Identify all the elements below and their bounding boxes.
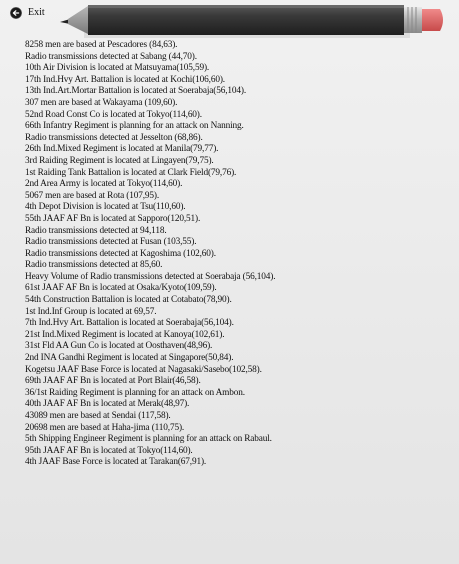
report-line: 55th JAAF AF Bn is located at Sapporo(120,51). [25, 213, 201, 224]
report-line: Heavy Volume of Radio transmissions detected at Soerabaja (56,104). [25, 271, 276, 282]
report-line: 8258 men are based at Pescadores (84,63). [25, 40, 178, 50]
report-line: 54th Construction Battalion is located at Cotabato(78,90). [25, 295, 232, 306]
report-line: Radio transmissions detected at 85,60. [25, 260, 163, 271]
report-line: 36/1st Raiding Regiment is planning for an attack on Ambon. [25, 387, 245, 398]
report-line: 1st Raiding Tank Battalion is located at Clark Field(79,76). [25, 167, 237, 178]
report-line: 13th Ind.Art.Mortar Battalion is located at Soerabaja(56,104). [25, 86, 246, 97]
exit-button[interactable] [10, 5, 45, 21]
report-line: 5th Shipping Engineer Regiment is planning for an attack on Rabaul. [25, 434, 272, 445]
report-line: 2nd Area Army is located at Tokyo(114,60). [25, 179, 183, 190]
report-line: 43089 men are based at Sendai (117,58). [25, 411, 171, 421]
back-arrow-icon [10, 7, 22, 19]
report-line: 4th Depot Division is located at Tsu(110,60). [25, 202, 186, 213]
report-line: 5067 men are based at Rota (107,95). [25, 190, 160, 201]
report-line: 31st Fld AA Gun Co is located at Oosthaven(48,96). [25, 341, 213, 352]
report-line: 21st Ind.Mixed Regiment is located at Kanoya(102,61). [25, 329, 225, 340]
report-line: 95th JAAF AF Bn is located at Tokyo(114,60). [25, 445, 193, 456]
report-line: Radio transmissions detected at Kagoshima (102,60). [25, 248, 216, 259]
report-line: Radio transmissions detected at Fusan (103,55). [25, 237, 197, 248]
report-line: Radio transmissions detected at 94,118. [25, 225, 167, 236]
report-line: 10th Air Division is located at Matsuyama(105,59). [25, 63, 210, 74]
report-line: Kogetsu JAAF Base Force is located at Nagasaki/Sasebo(102,58). [25, 364, 262, 375]
exit-label: Exit [28, 7, 45, 18]
pencil-icon [60, 0, 450, 42]
report-line: 4th JAAF Base Force is located at Tarakan(67,91). [25, 457, 207, 468]
report-line: 307 men are based at Wakayama (109,60). [25, 97, 178, 108]
report-line: 1st Ind.Inf Group is located at 69,57. [25, 306, 157, 317]
report-line: 69th JAAF AF Bn is located at Port Blair(46,58). [25, 376, 201, 387]
report-line: 66th Infantry Regiment is planning for an attack on Nanning. [25, 121, 244, 132]
report-line: Radio transmissions detected at Sabang (44,70). [25, 51, 197, 62]
report-line: 20698 men are based at Haha-jima (110,75). [25, 422, 185, 433]
report-line: 7th Ind.Hvy Art. Battalion is located at Soerabaja(56,104). [25, 318, 234, 329]
report-line: 17th Ind.Hvy Art. Battalion is located at Kochi(106,60). [25, 74, 225, 85]
report-line: Radio transmissions detected at Jesselton (68,86). [25, 132, 203, 143]
report-line: 26th Ind.Mixed Regiment is located at Manila(79,77). [25, 144, 219, 155]
report-line: 40th JAAF AF Bn is located at Merak(48,97). [25, 399, 190, 410]
report-line: 61st JAAF AF Bn is located at Osaka/Kyoto(109,59). [25, 283, 217, 294]
report-line: 2nd INA Gandhi Regiment is located at Singapore(50,84). [25, 353, 234, 364]
intel-report-list [25, 40, 450, 469]
report-line: 52nd Road Const Co is located at Tokyo(114,60). [25, 109, 202, 120]
report-line: 3rd Raiding Regiment is located at Lingayen(79,75). [25, 155, 214, 166]
